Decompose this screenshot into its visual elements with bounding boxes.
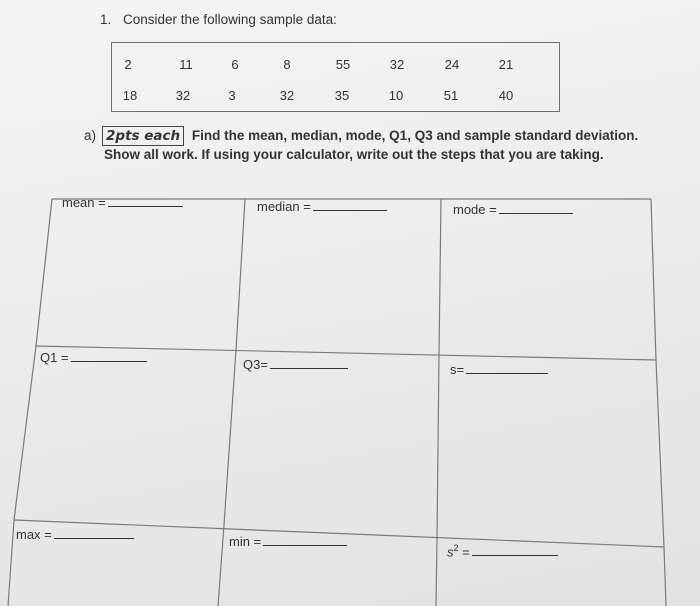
grid-line (236, 199, 245, 350)
q3-field[interactable] (243, 357, 348, 372)
points-box: 2pts each (102, 126, 184, 146)
data-cell: 18 (122, 88, 138, 103)
answer-line[interactable] (263, 535, 347, 546)
grid-line (656, 360, 664, 547)
question-number: 1. (100, 12, 112, 27)
grid-line (664, 547, 666, 606)
data-cell: 10 (388, 88, 404, 103)
data-cell: 24 (444, 57, 460, 72)
instruction-line-1: Find the mean, median, mode, Q1, Q3 and sample standard deviation. (191, 128, 639, 143)
grid-line (436, 538, 437, 606)
grid-line (14, 346, 36, 520)
data-cell: 8 (283, 57, 291, 72)
max-label: max = (16, 527, 52, 542)
s2-base: s (447, 544, 454, 560)
median-label: median = (257, 199, 311, 214)
grid-line (224, 350, 236, 525)
part-a-label: a) (84, 128, 97, 143)
mode-field[interactable] (453, 202, 573, 217)
s2-equals: = (462, 544, 470, 560)
question-prompt: Consider the following sample data: (123, 12, 337, 27)
mean-label: mean = (62, 195, 106, 210)
grid-line (218, 525, 224, 606)
s-squared-field[interactable] (447, 543, 558, 559)
data-cell: 6 (231, 57, 239, 72)
grid-line (651, 199, 656, 360)
data-cell: 3 (228, 88, 236, 103)
data-cell: 32 (279, 88, 295, 103)
s2-exponent: 2 (453, 543, 459, 553)
min-field[interactable] (229, 534, 347, 549)
data-cell: 40 (498, 88, 514, 103)
data-cell: 21 (498, 57, 514, 72)
min-label: min = (229, 534, 262, 549)
grid-line (36, 199, 52, 346)
q1-label: Q1 = (40, 350, 69, 365)
instruction-line-2: Show all work. If using your calculator, write out the steps that you are taking. (104, 147, 604, 162)
grid-line (8, 520, 14, 606)
data-cell: 32 (389, 57, 405, 72)
q1-field[interactable] (40, 350, 147, 365)
s-field[interactable] (450, 362, 548, 377)
data-cell: 11 (179, 57, 193, 72)
data-cell: 55 (335, 57, 351, 72)
answer-line[interactable] (71, 351, 147, 362)
answer-line[interactable] (499, 203, 573, 214)
mean-field[interactable] (62, 195, 183, 210)
median-field[interactable] (257, 199, 387, 214)
answer-line[interactable] (54, 528, 134, 539)
answer-line[interactable] (313, 200, 387, 211)
grid-line (437, 355, 439, 538)
q3-label: Q3= (243, 357, 268, 372)
data-cell: 32 (175, 88, 191, 103)
grid-line (439, 199, 441, 355)
answer-line[interactable] (108, 196, 183, 207)
mode-label: mode = (453, 202, 497, 217)
answer-line[interactable] (472, 545, 558, 556)
s-label: s= (450, 362, 465, 377)
data-cell: 2 (124, 57, 132, 72)
answer-line[interactable] (270, 358, 348, 369)
answer-line[interactable] (466, 363, 548, 374)
data-cell: 35 (334, 88, 350, 103)
max-field[interactable] (16, 527, 134, 542)
data-cell: 51 (443, 88, 459, 103)
